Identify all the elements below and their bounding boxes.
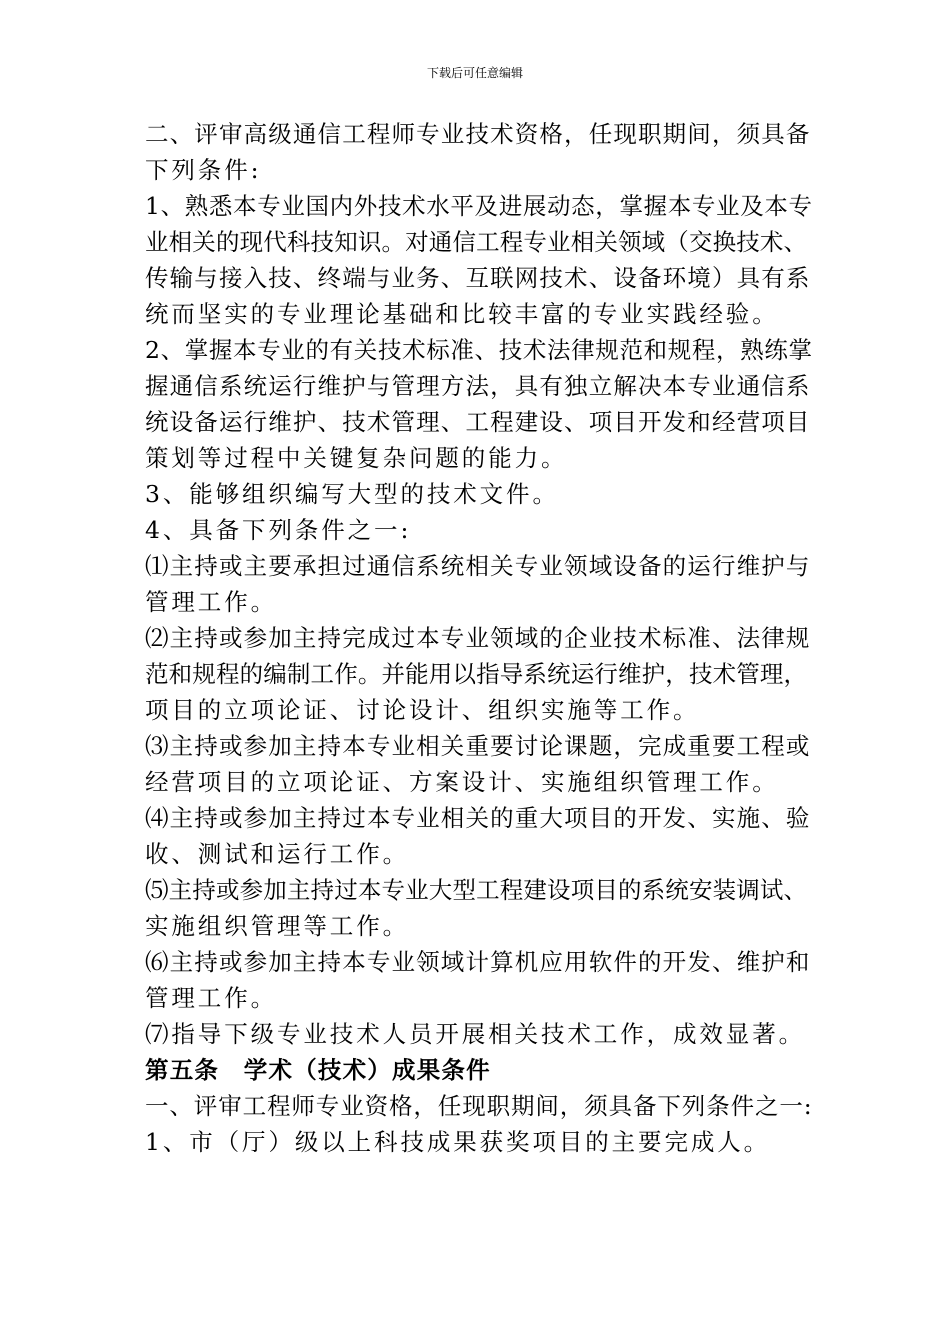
text-line: 管理工作。	[145, 984, 277, 1012]
text-line: 收、测试和运行工作。	[145, 840, 409, 868]
text-line: 范和规程的编制工作。并能用以指导系统运行维护，技术管理，	[145, 660, 808, 688]
text-line: ⑸主持或参加主持过本专业大型工程建设项目的系统安装调试、	[145, 876, 808, 904]
text-line: ⑶主持或参加主持本专业相关重要讨论课题，完成重要工程或	[145, 732, 811, 760]
text-line: 下列条件:	[145, 156, 262, 184]
text-line: 统而坚实的专业理论基础和比较丰富的专业实践经验。	[145, 300, 779, 328]
text-line: 4、具备下列条件之一:	[145, 516, 412, 544]
text-line: 1、熟悉本专业国内外技术水平及进展动态，掌握本专业及本专	[145, 192, 813, 220]
text-line: 3、能够组织编写大型的技术文件。	[145, 480, 559, 508]
text-line: ⑺指导下级专业技术人员开展相关技术工作，成效显著。	[145, 1020, 805, 1048]
text-line: 1、市（厅）级以上科技成果获奖项目的主要完成人。	[145, 1128, 771, 1156]
page-header: 下载后可任意编辑	[426, 66, 523, 80]
text-line: ⑵主持或参加主持完成过本专业领域的企业技术标准、法律规	[145, 624, 811, 652]
text-line: 经营项目的立项论证、方案设计、实施组织管理工作。	[145, 768, 779, 796]
text-line: 一、评审工程师专业资格，任现职期间，须具备下列条件之一:	[145, 1092, 813, 1120]
text-line: 统设备运行维护、技术管理、工程建设、项目开发和经营项目	[145, 408, 811, 436]
text-line: 项目的立项论证、讨论设计、组织实施等工作。	[145, 696, 700, 724]
text-line: 握通信系统运行维护与管理方法，具有独立解决本专业通信系	[145, 372, 811, 400]
text-line: 业相关的现代科技知识。对通信工程专业相关领域（交换技术、	[145, 228, 808, 256]
section-heading: 第五条 学术（技术）成果条件	[145, 1056, 491, 1084]
document-body	[145, 116, 813, 1160]
text-line: 实施组织管理等工作。	[145, 912, 409, 940]
text-line: 2、掌握本专业的有关技术标准、技术法律规范和规程，熟练掌	[145, 336, 813, 364]
text-line: 策划等过程中关键复杂问题的能力。	[145, 444, 568, 472]
text-line: ⑹主持或参加主持本专业领域计算机应用软件的开发、维护和	[145, 948, 811, 976]
text-line: ⑷主持或参加主持过本专业相关的重大项目的开发、实施、验	[145, 804, 811, 832]
text-line: 管理工作。	[145, 588, 277, 616]
text-line: 二、评审高级通信工程师专业技术资格，任现职期间，须具备	[145, 120, 811, 148]
text-line: 传输与接入技、终端与业务、互联网技术、设备环境）具有系	[145, 264, 811, 292]
text-line: ⑴主持或主要承担过通信系统相关专业领域设备的运行维护与	[145, 552, 811, 580]
